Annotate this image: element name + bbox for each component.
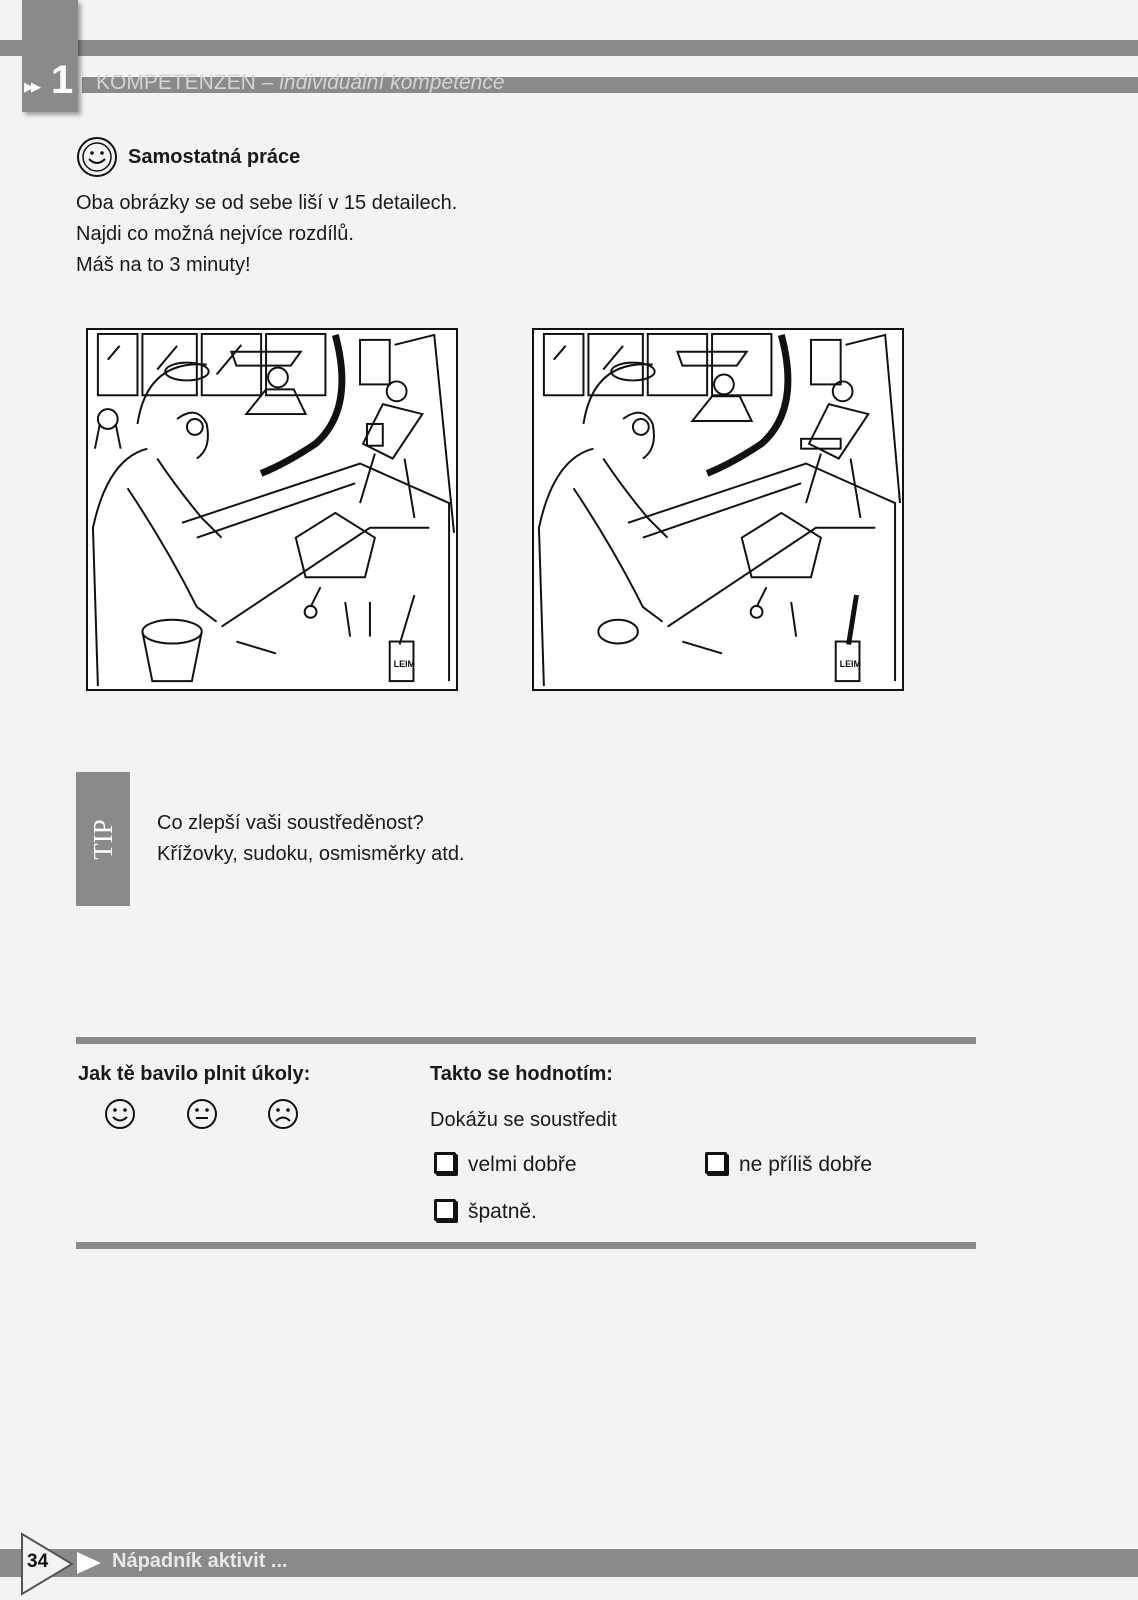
footer-arrow-icon bbox=[76, 1551, 102, 1575]
page-number: 34 bbox=[27, 1551, 49, 1572]
double-arrow-icon: ▶▶ bbox=[24, 79, 38, 94]
self-assessment-heading: Takto se hodnotím: bbox=[430, 1063, 613, 1085]
fun-heading: Jak tě bavilo plnit úkoly: bbox=[78, 1063, 311, 1085]
chapter-title-sub: individuální kompetence bbox=[279, 71, 505, 94]
task-instruction-3: Máš na to 3 minuty! bbox=[76, 254, 251, 276]
tip-text-2: Křížovky, sudoku, osmisměrky atd. bbox=[157, 843, 465, 865]
option-badly-label: špatně. bbox=[468, 1200, 537, 1223]
smiley-icon bbox=[76, 136, 118, 178]
task-title: Samostatná práce bbox=[128, 146, 301, 168]
tip-label: TIP bbox=[87, 818, 118, 860]
workshop-illustration-left bbox=[88, 330, 456, 689]
self-assessment-statement: Dokážu se soustředit bbox=[430, 1109, 617, 1131]
top-bar bbox=[0, 40, 1138, 56]
sad-face-icon[interactable] bbox=[267, 1098, 299, 1130]
chapter-title-separator: – bbox=[255, 71, 280, 94]
chapter-number: 1 bbox=[51, 58, 74, 102]
evaluation-top-rule bbox=[76, 1037, 976, 1044]
checkbox-badly[interactable] bbox=[434, 1199, 456, 1221]
task-instruction-2: Najdi co možná nejvíce rozdílů. bbox=[76, 223, 354, 245]
checkbox-very-well[interactable] bbox=[434, 1152, 456, 1174]
footer-title: Nápadník aktivit ... bbox=[112, 1550, 288, 1572]
workshop-illustration-right bbox=[534, 330, 902, 689]
checkbox-not-so-well[interactable] bbox=[705, 1152, 727, 1174]
chapter-title-main: KOMPETENZEN bbox=[96, 71, 256, 94]
option-very-well-label: velmi dobře bbox=[468, 1153, 577, 1176]
tip-label-container bbox=[76, 772, 130, 906]
neutral-face-icon[interactable] bbox=[186, 1098, 218, 1130]
chapter-title bbox=[96, 71, 505, 95]
option-not-so-well-label: ne příliš dobře bbox=[739, 1153, 873, 1176]
tip-text-1: Co zlepší vaši soustředěnost? bbox=[157, 812, 424, 834]
happy-face-icon[interactable] bbox=[104, 1098, 136, 1130]
can-label: LEIM bbox=[393, 659, 415, 670]
task-instruction-1: Oba obrázky se od sebe liší v 15 detailech. bbox=[76, 192, 458, 214]
workshop-picture-right bbox=[532, 328, 904, 691]
workshop-picture-left bbox=[86, 328, 458, 691]
can-label: LEIM bbox=[839, 659, 861, 670]
evaluation-bottom-rule bbox=[76, 1242, 976, 1249]
